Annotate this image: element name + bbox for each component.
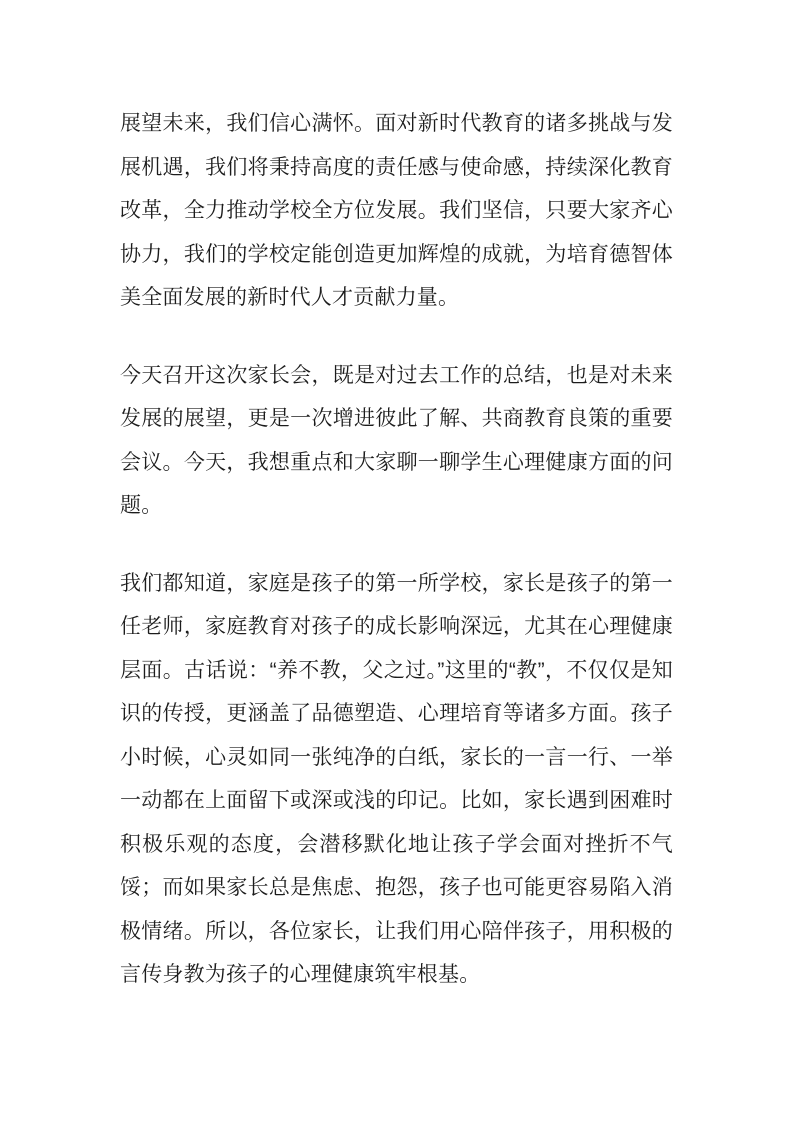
paragraph-future-outlook: 展望未来，我们信心满怀。面对新时代教育的诸多挑战与发展机遇，我们将秉持高度的责任感与使命感，持续深化教育改革，全力推动学校全方位发展。我们坚信，只要大家齐心协力，我们的学校定能创造更加辉煌的成就，为培育德智体美全面发展的新时代人才贡献力量。 [120, 112, 673, 309]
paragraph-family-education: 我们都知道，家庭是孩子的第一所学校，家长是孩子的第一任老师，家庭教育对孩子的成长影响深远，尤其在心理健康层面。古话说：“养不教，父之过。”这里的“教”，不仅仅是知识的传授，更涵盖了品德塑造、心理培育等诸多方面。孩子小时候，心灵如同一张纯净的白纸，家长的一言一行、一举一动都在上面留下或深或浅的印记。比如，家长遇到困难时积极乐观的态度，会潜移默化地让孩子学会面对挫折不气馁；而如果家长总是焦虑、抱怨，孩子也可能更容易陷入消极情绪。所以，各位家长，让我们用心陪伴孩子，用积极的言传身教为孩子的心理健康筑牢根基。 [120, 571, 673, 986]
paragraph-meeting-purpose: 今天召开这次家长会，既是对过去工作的总结，也是对未来发展的展望，更是一次增进彼此了解、共商教育良策的重要会议。今天，我想重点和大家聊一聊学生心理健康方面的问题。 [120, 363, 673, 517]
